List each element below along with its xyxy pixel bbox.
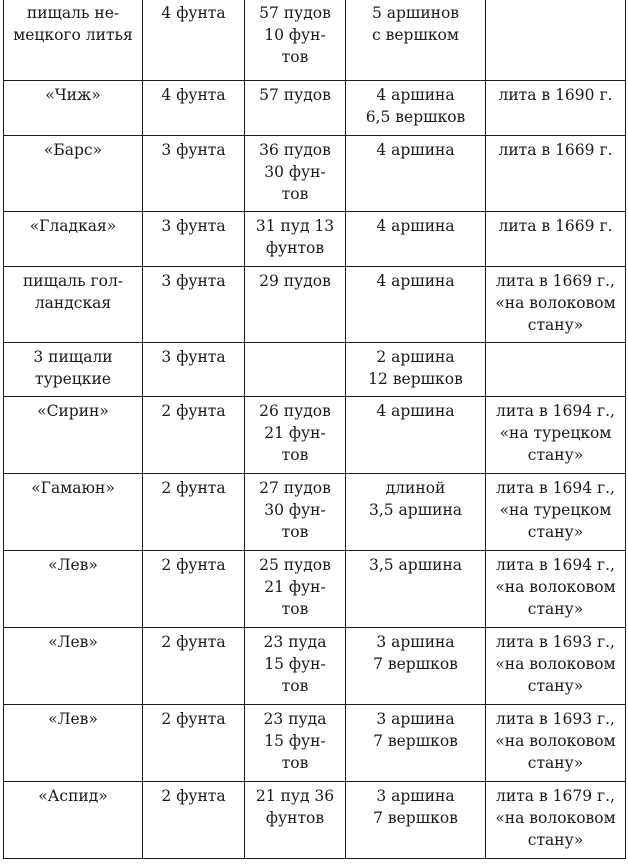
cell-weight: 23 пуда 15 фун- тов xyxy=(245,705,346,782)
cell-weight: 25 пудов 21 фун- тов xyxy=(245,551,346,628)
cannon-table xyxy=(3,0,626,859)
cell-length: 3 аршина 7 вершков xyxy=(346,628,486,705)
cell-length: 4 аршина xyxy=(346,212,486,267)
cell-caliber: 4 фунта xyxy=(143,81,245,136)
cell-name: «Чиж» xyxy=(4,81,143,136)
cell-caliber: 3 фунта xyxy=(143,136,245,212)
table-row xyxy=(4,81,626,136)
cell-weight: 21 пуд 36 фунтов xyxy=(245,782,346,859)
cell-length: 4 аршина 6,5 вершков xyxy=(346,81,486,136)
cell-name: «Сирин» xyxy=(4,397,143,474)
cell-length: 5 аршинов с вершком xyxy=(346,0,486,81)
cell-note: лита в 1669 г. xyxy=(486,212,626,267)
cell-note: лита в 1690 г. xyxy=(486,81,626,136)
cell-caliber: 4 фунта xyxy=(143,0,245,81)
cell-caliber: 2 фунта xyxy=(143,628,245,705)
cell-name: «Гамаюн» xyxy=(4,474,143,551)
cell-note xyxy=(486,0,626,81)
cell-name: 3 пищали турецкие xyxy=(4,343,143,397)
cell-caliber: 2 фунта xyxy=(143,705,245,782)
cell-name: «Лев» xyxy=(4,551,143,628)
cell-weight: 57 пудов 10 фун- тов xyxy=(245,0,346,81)
cell-length: длиной 3,5 аршина xyxy=(346,474,486,551)
cell-length: 3 аршина 7 вершков xyxy=(346,705,486,782)
cell-caliber: 3 фунта xyxy=(143,343,245,397)
cell-note: лита в 1669 г. xyxy=(486,136,626,212)
cell-name: «Аспид» xyxy=(4,782,143,859)
cell-note: лита в 1693 г., «на волоковом стану» xyxy=(486,628,626,705)
cell-note: лита в 1694 г., «на волоковом стану» xyxy=(486,551,626,628)
table-row xyxy=(4,782,626,859)
cell-name: «Лев» xyxy=(4,705,143,782)
cell-weight: 27 пудов 30 фун- тов xyxy=(245,474,346,551)
cell-note: лита в 1694 г., «на турецком стану» xyxy=(486,397,626,474)
cell-name: «Лев» xyxy=(4,628,143,705)
cell-note: лита в 1693 г., «на волоковом стану» xyxy=(486,705,626,782)
cell-caliber: 2 фунта xyxy=(143,551,245,628)
cell-length: 3,5 аршина xyxy=(346,551,486,628)
cell-caliber: 3 фунта xyxy=(143,212,245,267)
cell-note: лита в 1669 г., «на волоковом стану» xyxy=(486,267,626,343)
cell-name: пищаль не- мецкого литья xyxy=(4,0,143,81)
table-row xyxy=(4,343,626,397)
cell-name: «Гладкая» xyxy=(4,212,143,267)
table-body xyxy=(4,0,626,859)
table-row xyxy=(4,705,626,782)
cell-weight: 36 пудов 30 фун- тов xyxy=(245,136,346,212)
table-row xyxy=(4,0,626,81)
cell-caliber: 2 фунта xyxy=(143,474,245,551)
table-row xyxy=(4,212,626,267)
cell-note: лита в 1679 г., «на волоковом стану» xyxy=(486,782,626,859)
cell-note xyxy=(486,343,626,397)
cell-length: 4 аршина xyxy=(346,267,486,343)
table-row xyxy=(4,397,626,474)
table-row xyxy=(4,551,626,628)
cell-name: пищаль гол- ландская xyxy=(4,267,143,343)
cell-name: «Барс» xyxy=(4,136,143,212)
cell-weight: 26 пудов 21 фун- тов xyxy=(245,397,346,474)
cell-caliber: 2 фунта xyxy=(143,397,245,474)
cell-length: 2 аршина 12 вершков xyxy=(346,343,486,397)
cell-weight: 23 пуда 15 фун- тов xyxy=(245,628,346,705)
cell-length: 4 аршина xyxy=(346,136,486,212)
table-row xyxy=(4,628,626,705)
cell-length: 4 аршина xyxy=(346,397,486,474)
cell-length: 3 аршина 7 вершков xyxy=(346,782,486,859)
table-row xyxy=(4,267,626,343)
cell-weight: 31 пуд 13 фунтов xyxy=(245,212,346,267)
cell-caliber: 3 фунта xyxy=(143,267,245,343)
cell-caliber: 2 фунта xyxy=(143,782,245,859)
cell-note: лита в 1694 г., «на турецком стану» xyxy=(486,474,626,551)
cell-weight: 57 пудов xyxy=(245,81,346,136)
table-row xyxy=(4,136,626,212)
cell-weight xyxy=(245,343,346,397)
cell-weight: 29 пудов xyxy=(245,267,346,343)
table-row xyxy=(4,474,626,551)
